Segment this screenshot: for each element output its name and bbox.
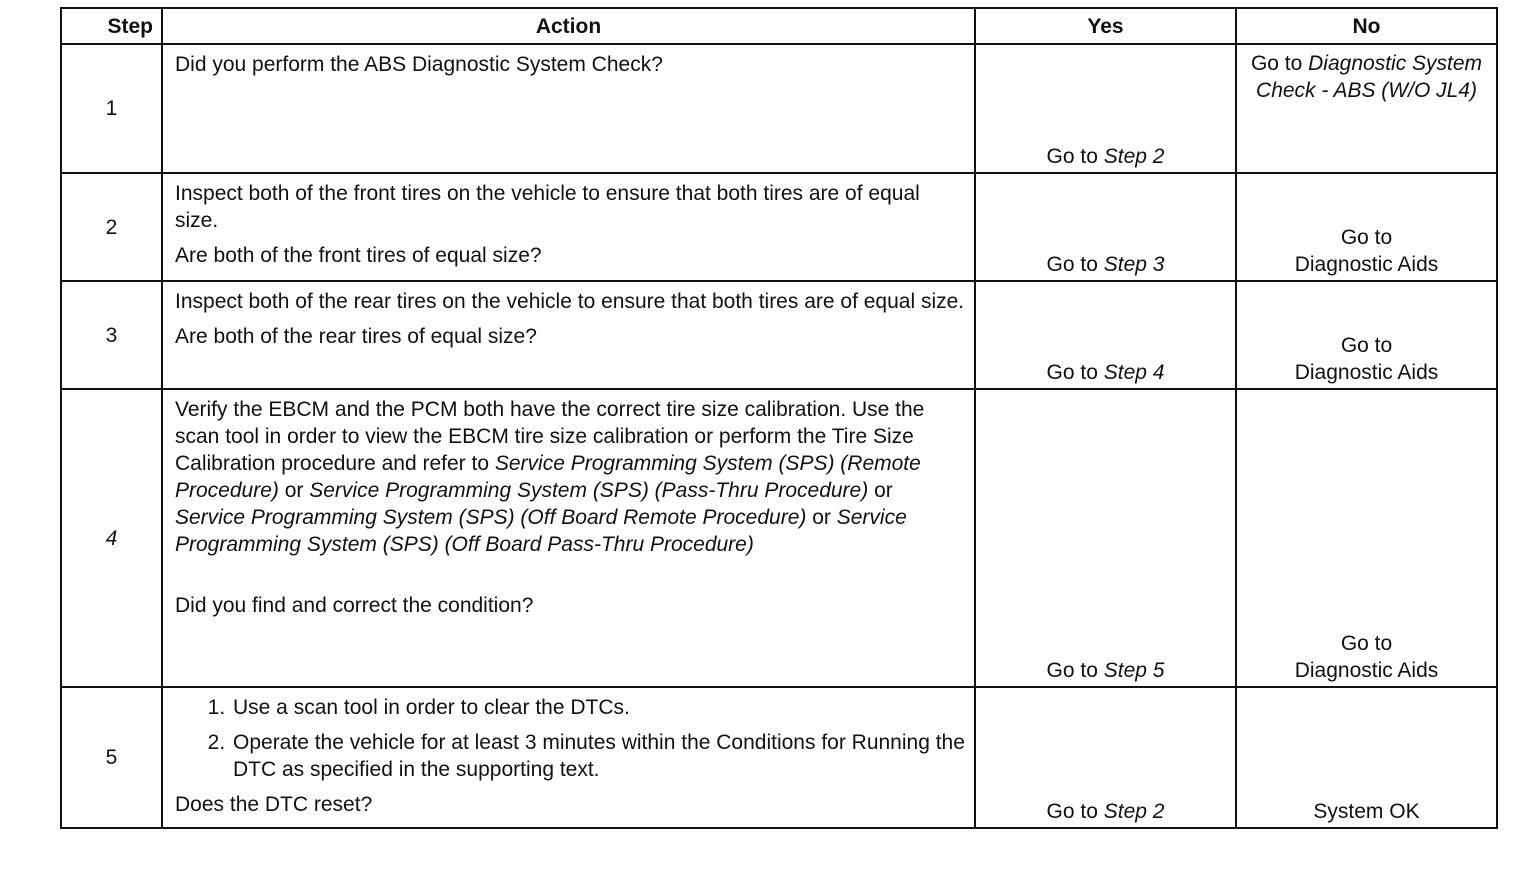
no-prefix: Go to [1340,334,1393,357]
table-row [61,44,1497,173]
substep-item: 1. Use a scan tool in order to clear the DTCs. [231,694,966,721]
header-no: No [1236,8,1497,44]
action-text: Inspect both of the front tires on the vehicle to ensure that both tires are of equal size. [175,182,920,232]
action-cell [162,389,975,687]
no-reference-link[interactable]: Diagnostic Aids [1294,361,1439,384]
table-row [61,687,1497,828]
step-number: 5 [61,687,162,828]
table-row [61,173,1497,281]
or-text: or [278,479,310,502]
yes-step-link[interactable]: Step 4 [1103,361,1165,384]
action-text: Inspect both of the rear tires on the vehicle to ensure that both tires are of equal size. [175,290,965,313]
action-question: Does the DTC reset? [175,793,373,816]
yes-cell [975,44,1236,173]
sps-off-board-remote-link[interactable]: Service Programming System (SPS) (Off Board Remote Procedure) [175,506,807,529]
table-row [61,389,1497,687]
yes-cell [975,173,1236,281]
action-intro: Verify the EBCM and the PCM both have the correct tire size calibration. Use the scan tool in order to view the EBCM tire size calibration or perform the Tire Size Calibration procedure and refer to [175,398,925,475]
action-cell [162,173,975,281]
step-number: 4 [61,389,162,687]
header-yes: Yes [975,8,1236,44]
or-text: or [868,479,893,502]
header-step: Step [61,8,162,44]
yes-prefix: Go to [1046,145,1104,168]
action-text: Did you perform the ABS Diagnostic System Check? [175,53,663,76]
action-cell [162,687,975,828]
yes-cell [975,389,1236,687]
no-cell [1236,173,1497,281]
sps-pass-thru-link[interactable]: Service Programming System (SPS) (Pass-Thru Procedure) [309,479,869,502]
action-question: Are both of the front tires of equal size? [175,244,542,267]
no-prefix: Go to [1250,52,1309,75]
yes-prefix: Go to [1046,800,1104,823]
action-cell [162,281,975,389]
substep-list [175,694,966,783]
sps-remote-link[interactable]: Service Programming System (SPS) (Remote Procedure) [175,452,921,502]
action-question: Did you find and correct the condition? [175,594,534,617]
diagnostic-table [60,7,1498,829]
yes-step-link[interactable]: Step 2 [1103,145,1165,168]
yes-prefix: Go to [1046,253,1104,276]
no-prefix: Go to [1340,226,1393,249]
table-row [61,281,1497,389]
no-cell [1236,281,1497,389]
yes-cell [975,687,1236,828]
yes-step-link[interactable]: Step 2 [1103,800,1165,823]
no-result: System OK [1313,800,1420,823]
step-number: 1 [61,44,162,173]
no-reference-link[interactable]: Diagnostic System Check - ABS (W/O JL4) [1256,52,1483,102]
spacer [175,558,966,592]
step-number: 3 [61,281,162,389]
sps-off-board-pass-thru-link[interactable]: Service Programming System (SPS) (Off Board Pass-Thru Procedure) [175,506,907,556]
no-cell [1236,44,1497,173]
yes-step-link[interactable]: Step 3 [1103,253,1165,276]
no-reference-link[interactable]: Diagnostic Aids [1294,659,1439,682]
yes-step-link[interactable]: Step 5 [1103,659,1165,682]
header-row [61,8,1497,44]
header-action: Action [162,8,975,44]
no-cell [1236,389,1497,687]
no-prefix: Go to [1340,632,1393,655]
yes-prefix: Go to [1046,659,1104,682]
yes-prefix: Go to [1046,361,1104,384]
yes-cell [975,281,1236,389]
step-number: 2 [61,173,162,281]
action-text [175,396,966,558]
substep-item: 2. Operate the vehicle for at least 3 minutes within the Conditions for Running the DTC as specified in the supporting text. [231,729,966,783]
no-reference-link[interactable]: Diagnostic Aids [1294,253,1439,276]
no-cell [1236,687,1497,828]
action-cell [162,44,975,173]
action-question: Are both of the rear tires of equal size? [175,325,537,348]
or-text: or [806,506,837,529]
